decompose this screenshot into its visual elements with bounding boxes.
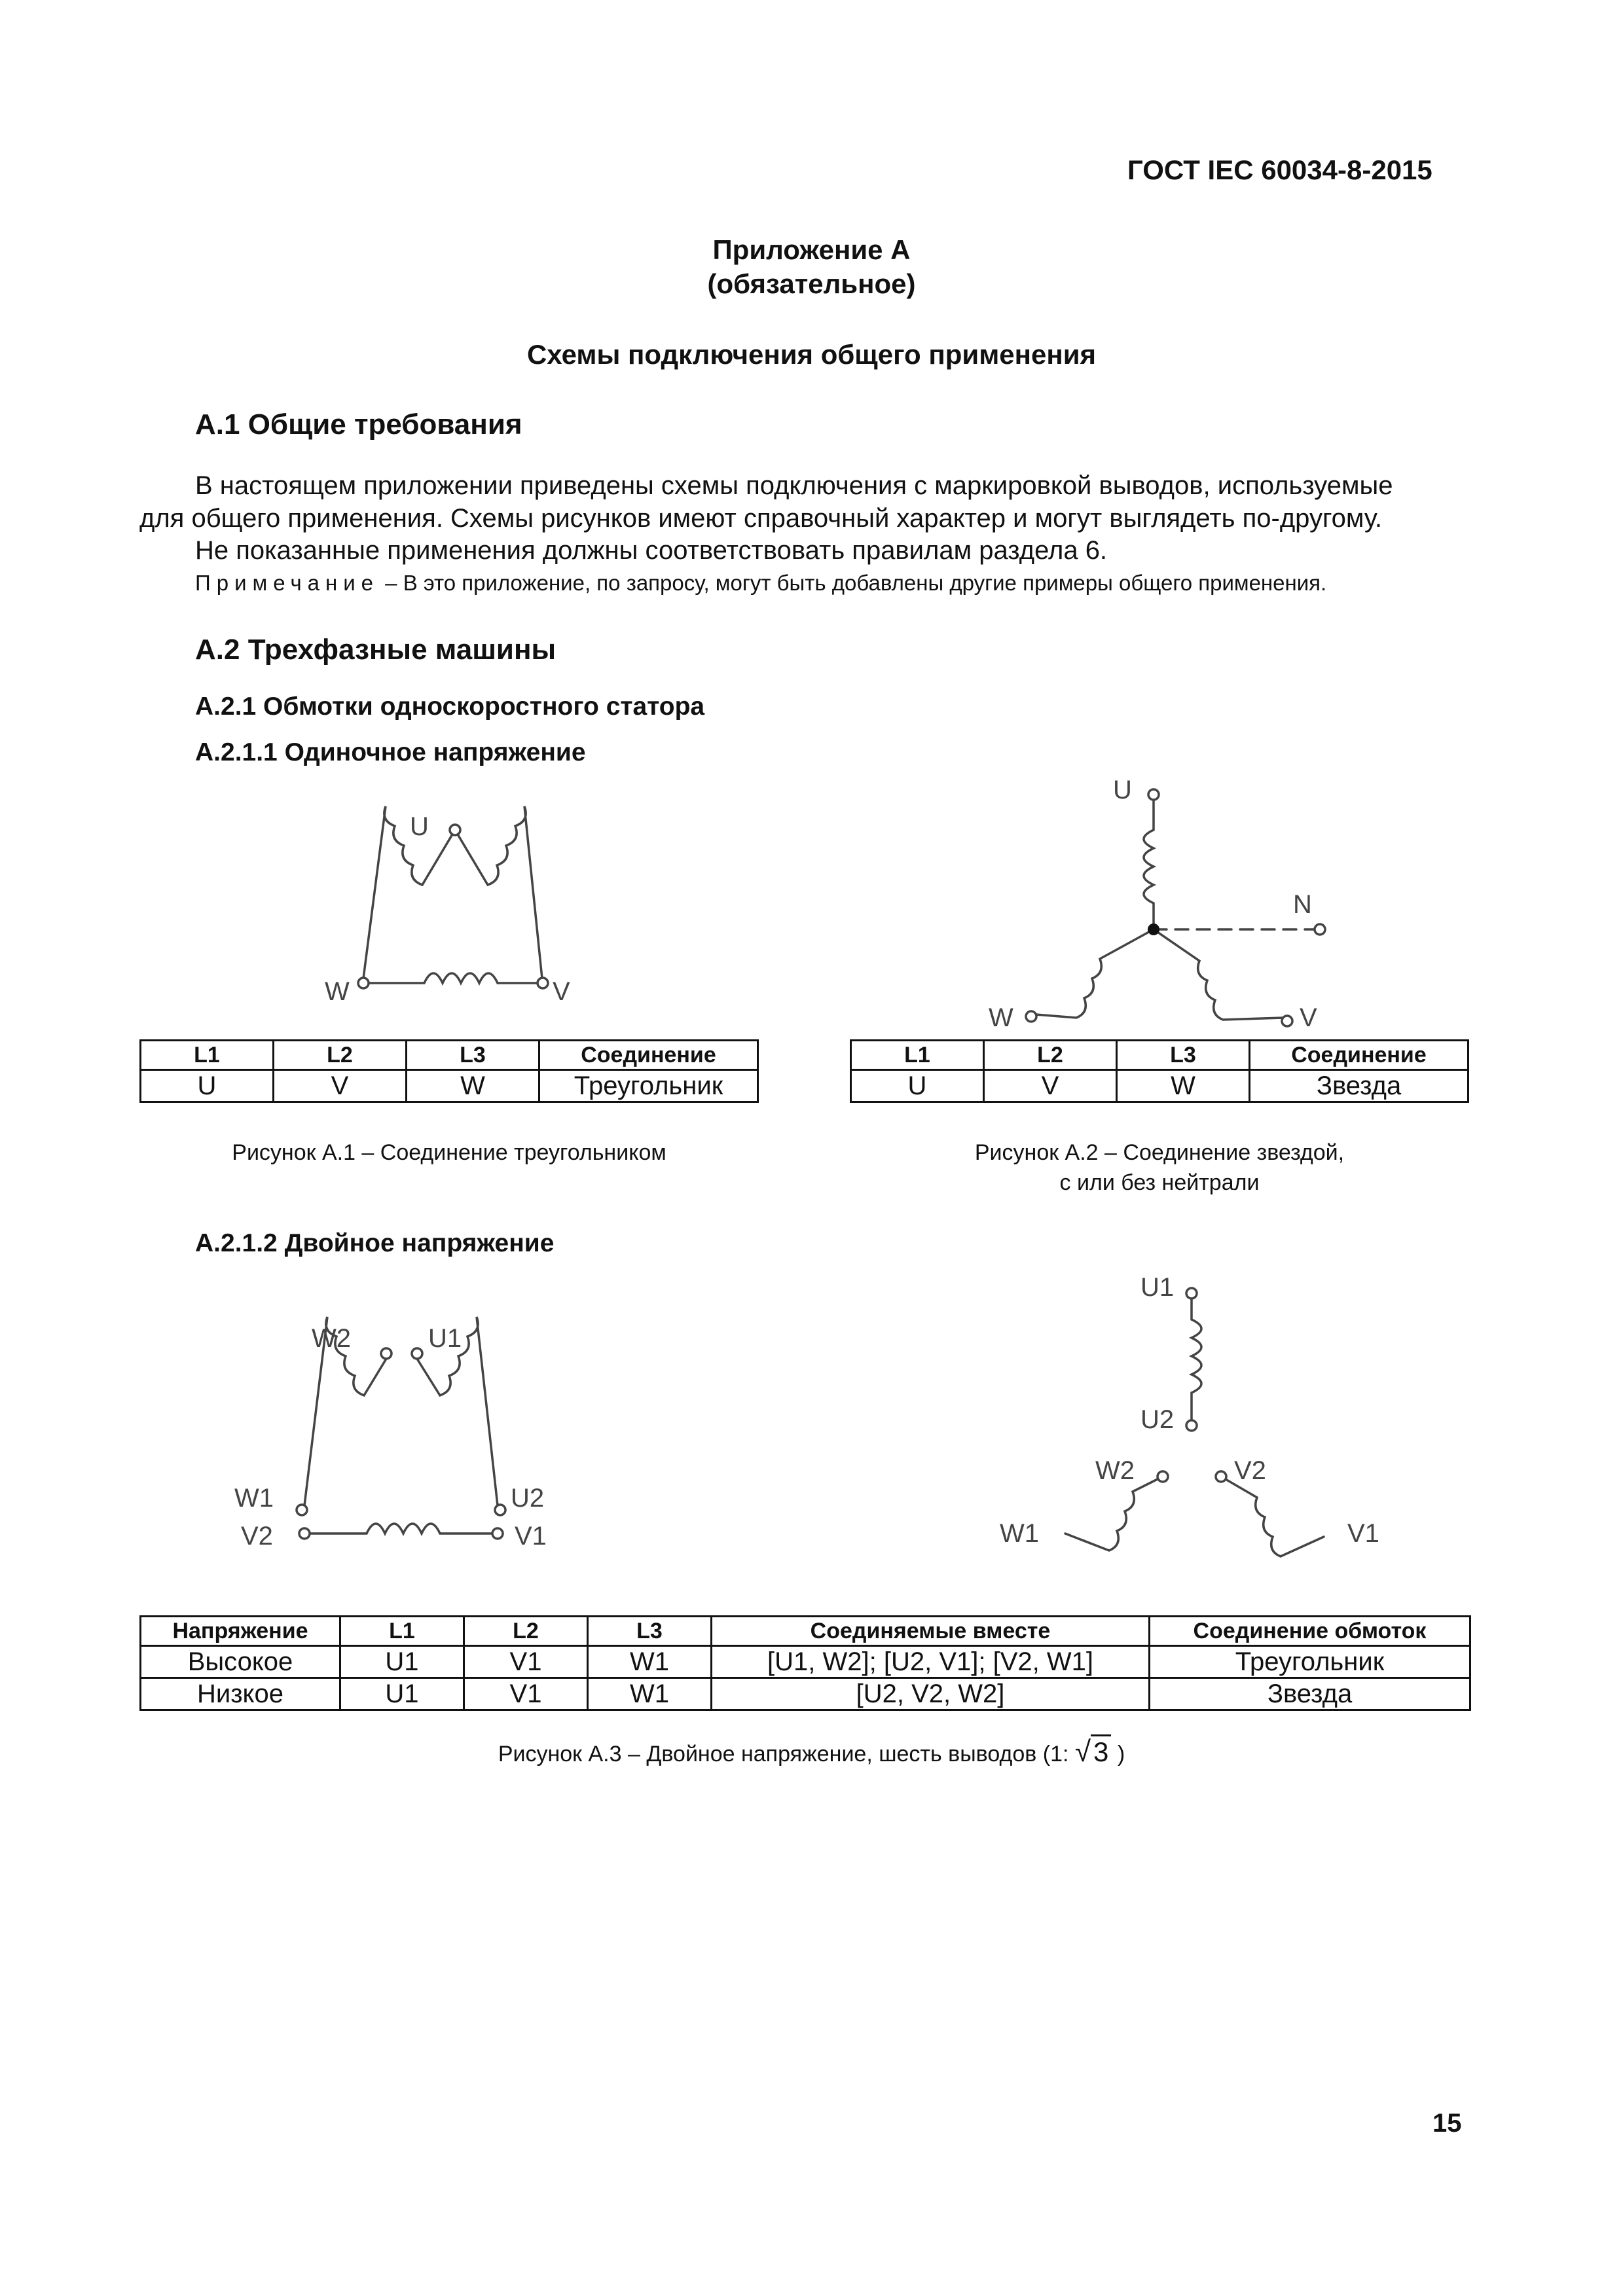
paragraph-line-3: Не показанные применения должны соответствовать правилам раздела 6.: [195, 536, 1108, 565]
table-cell: U: [851, 1070, 984, 1102]
table-cell: Высокое: [141, 1646, 340, 1678]
table-cell: Низкое: [141, 1678, 340, 1710]
fig-a2-label-n: N: [1293, 890, 1312, 919]
table-header: Соединение: [539, 1041, 758, 1070]
table-header: Соединяемые вместе: [712, 1617, 1150, 1646]
note-label: Примечание: [195, 571, 380, 595]
table-header: Напряжение: [141, 1617, 340, 1646]
fig-a3-star-label-w1: W1: [1000, 1519, 1039, 1548]
figure-a2-caption-line2: с или без нейтрали: [1059, 1170, 1260, 1195]
table-cell: [U2, V2, W2]: [712, 1678, 1150, 1710]
fig-a3-label-u1: U1: [428, 1324, 462, 1353]
sqrt-symbol: √: [1074, 1736, 1091, 1768]
fig-a3-label-v2: V2: [241, 1522, 273, 1551]
subsection-a212-heading: А.2.1.2 Двойное напряжение: [195, 1229, 555, 1257]
table-cell: V: [274, 1070, 407, 1102]
annex-title: Приложение А: [712, 234, 911, 265]
table-cell: U: [141, 1070, 274, 1102]
table-cell: W: [1117, 1070, 1250, 1102]
table-cell: V1: [464, 1646, 588, 1678]
sqrt-radicand: 3: [1091, 1734, 1111, 1767]
fig-a2-label-w: W: [989, 1003, 1013, 1032]
table-header: Соединение обмоток: [1150, 1617, 1470, 1646]
fig-a2-label-u: U: [1113, 776, 1132, 804]
table-cell: [U1, W2]; [U2, V1]; [V2, W1]: [712, 1646, 1150, 1678]
paragraph-line-2: для общего применения. Схемы рисунков имеют справочный характер и могут выглядеть по-другому.: [139, 504, 1382, 533]
paragraph-line-1: В настоящем приложении приведены схемы подключения с маркировкой выводов, используемые: [195, 471, 1393, 500]
table-cell: Треугольник: [539, 1070, 758, 1102]
annex-status: (обязательное): [707, 268, 916, 299]
figure-a3-caption-text: Рисунок А.3 – Двойное напряжение, шесть выводов (1:: [498, 1742, 1075, 1767]
fig-a3-label-w2: W2: [312, 1324, 351, 1353]
table-header: L1: [141, 1041, 274, 1070]
fig-a3-label-u2: U2: [511, 1484, 545, 1513]
table-header: L3: [1117, 1041, 1250, 1070]
figure-a3-caption: [0, 1737, 1623, 1769]
figure-a3-table: [139, 1615, 1471, 1711]
figure-a2-table: [850, 1039, 1469, 1103]
section-a1-heading: А.1 Общие требования: [195, 408, 522, 440]
figure-a2-caption-line1: Рисунок А.2 – Соединение звездой,: [974, 1140, 1345, 1165]
subsection-a211-heading: А.2.1.1 Одиночное напряжение: [195, 738, 586, 766]
table-cell: Треугольник: [1150, 1646, 1470, 1678]
fig-a1-label-u: U: [410, 812, 429, 841]
fig-a3-label-v1: V1: [515, 1522, 547, 1551]
table-cell: Звезда: [1250, 1070, 1468, 1102]
fig-a3-star-label-v1: V1: [1347, 1519, 1379, 1548]
section-a2-heading: А.2 Трехфазные машины: [195, 634, 556, 666]
fig-a2-label-v: V: [1300, 1003, 1317, 1032]
fig-a3-star-label-u2: U2: [1140, 1405, 1175, 1434]
table-cell: W1: [588, 1646, 712, 1678]
table-header: L1: [851, 1041, 984, 1070]
fig-a3-star-label-w2: W2: [1095, 1456, 1135, 1485]
table-cell: U1: [340, 1678, 464, 1710]
table-header: L2: [984, 1041, 1117, 1070]
figure-a1-caption: Рисунок А.1 – Соединение треугольником: [232, 1140, 666, 1165]
table-header: L3: [588, 1617, 712, 1646]
annex-heading: Схемы подключения общего применения: [526, 339, 1097, 370]
page-number: 15: [1432, 2109, 1462, 2138]
table-header: Соединение: [1250, 1041, 1468, 1070]
figure-a3-caption-end: ): [1111, 1742, 1125, 1767]
standard-code: ГОСТ IEC 60034-8-2015: [1127, 154, 1432, 185]
subsection-a21-heading: А.2.1 Обмотки односкоростного статора: [195, 692, 705, 721]
figure-a2-star-diagram: [1036, 798, 1316, 1020]
table-header: L3: [407, 1041, 539, 1070]
fig-a3-star-label-u1: U1: [1140, 1273, 1175, 1302]
table-cell: Звезда: [1150, 1678, 1470, 1710]
table-cell: W: [407, 1070, 539, 1102]
table-cell: U1: [340, 1646, 464, 1678]
table-cell: W1: [588, 1678, 712, 1710]
fig-a1-label-w: W: [325, 977, 350, 1006]
table-cell: V1: [464, 1678, 588, 1710]
figure-a1-table: [139, 1039, 759, 1103]
table-header: L2: [274, 1041, 407, 1070]
table-header: L1: [340, 1617, 464, 1646]
table-cell: V: [984, 1070, 1117, 1102]
fig-a3-star-label-v2: V2: [1234, 1456, 1266, 1485]
fig-a3-label-w1: W1: [234, 1484, 274, 1513]
table-header: L2: [464, 1617, 588, 1646]
fig-a1-label-v: V: [553, 977, 570, 1006]
note-text: – В это приложение, по запросу, могут быть добавлены другие примеры общего применения.: [379, 571, 1327, 595]
